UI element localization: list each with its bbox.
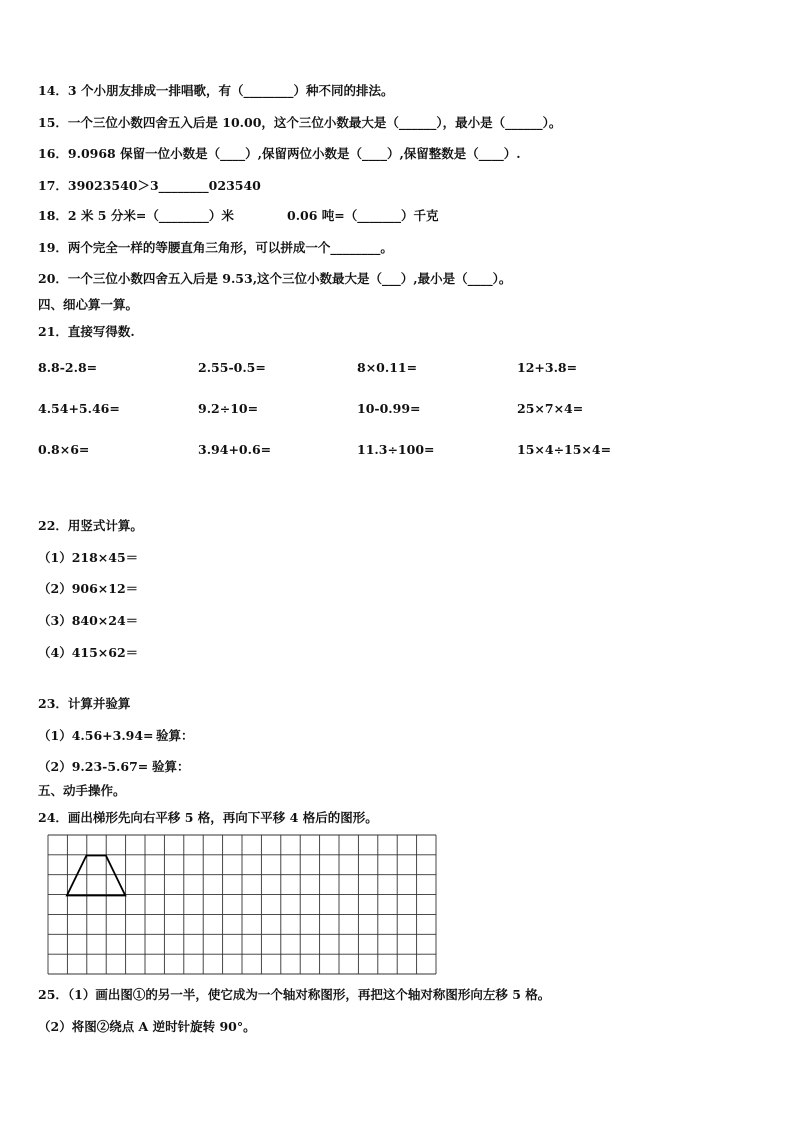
mental-item: 11.3÷100= bbox=[357, 442, 435, 457]
question-23-verify-2: 验算： bbox=[152, 759, 190, 774]
question-25-part-1: 25．（1）画出图①的另一半，使它成为一个轴对称图形，再把这个轴对称图形向左移 5 格。 bbox=[38, 987, 551, 1002]
mental-item: 3.94+0.6= bbox=[198, 442, 272, 457]
grid-svg bbox=[47, 834, 439, 976]
question-23-verify-1: 验算： bbox=[156, 728, 194, 743]
section-4-heading: 四、细心算一算。 bbox=[38, 297, 139, 312]
mental-item: 9.2÷10= bbox=[198, 401, 259, 416]
question-22-item: （3）840×24＝ bbox=[38, 613, 139, 628]
question-22-item: （1）218×45＝ bbox=[38, 550, 139, 565]
question-16: 16．9.0968 保留一位小数是（____）,保留两位小数是（____）,保留整数是（____）. bbox=[38, 146, 521, 161]
mental-item: 8.8-2.8= bbox=[38, 360, 98, 375]
trapezoid-shape bbox=[67, 856, 125, 896]
mental-item: 0.8×6= bbox=[38, 442, 90, 457]
question-23: 23．计算并验算 bbox=[38, 696, 131, 711]
mental-item: 2.55-0.5= bbox=[198, 360, 266, 375]
question-24: 24．画出梯形先向右平移 5 格，再向下平移 4 格后的图形。 bbox=[38, 810, 378, 825]
question-21: 21．直接写得数. bbox=[38, 324, 135, 339]
section-5-heading: 五、动手操作。 bbox=[38, 783, 126, 798]
mental-item: 12+3.8= bbox=[517, 360, 578, 375]
question-20: 20．一个三位小数四舍五入后是 9.53,这个三位小数最大是（___）,最小是（____）。 bbox=[38, 271, 512, 286]
question-18-part-a: 18．2 米 5 分米=（________）米 bbox=[38, 208, 234, 223]
question-14: 14．3 个小朋友排成一排唱歌，有（________）种不同的排法。 bbox=[38, 83, 394, 98]
question-18-part-b: 0.06 吨=（_______）千克 bbox=[287, 208, 439, 223]
mental-item: 15×4÷15×4= bbox=[517, 442, 612, 457]
question-22-item: （2）906×12＝ bbox=[38, 581, 139, 596]
mental-item: 25×7×4= bbox=[517, 401, 584, 416]
question-17: 17．39023540＞3________023540 bbox=[38, 178, 261, 193]
question-22: 22．用竖式计算。 bbox=[38, 518, 143, 533]
square-grid bbox=[47, 834, 439, 980]
mental-item: 8×0.11= bbox=[357, 360, 418, 375]
question-23-item-2: （2）9.23-5.67= bbox=[38, 759, 149, 774]
question-23-item-1: （1）4.56+3.94= bbox=[38, 728, 154, 743]
mental-item: 10-0.99= bbox=[357, 401, 421, 416]
mental-item: 4.54+5.46= bbox=[38, 401, 120, 416]
question-22-item: （4）415×62＝ bbox=[38, 645, 139, 660]
question-19: 19．两个完全一样的等腰直角三角形，可以拼成一个________。 bbox=[38, 240, 393, 255]
question-25-part-2: （2）将图②绕点 A 逆时针旋转 90°。 bbox=[38, 1019, 256, 1034]
question-15: 15．一个三位小数四舍五入后是 10.00，这个三位小数最大是（______），最小是（______）。 bbox=[38, 115, 562, 130]
